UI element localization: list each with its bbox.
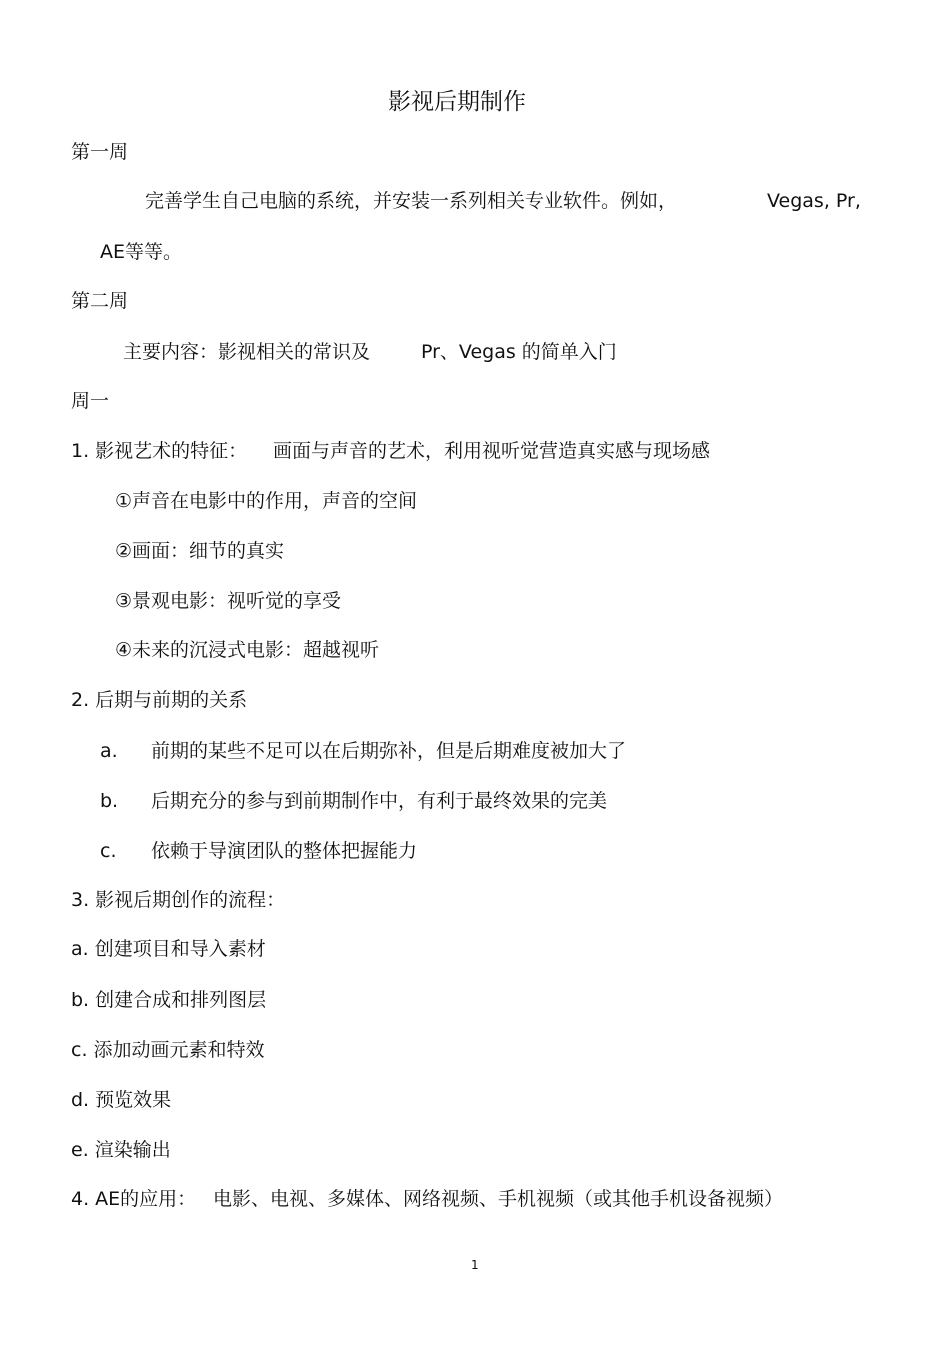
week2-heading: 第二周 bbox=[71, 290, 129, 312]
week1-paragraph-software: Vegas, Pr, bbox=[767, 190, 861, 212]
day-heading: 周一 bbox=[71, 390, 110, 412]
list-marker: a. bbox=[100, 740, 118, 762]
list-item: c. 添加动画元素和特效 bbox=[71, 1039, 265, 1061]
list-item: 前期的某些不足可以在后期弥补，但是后期难度被加大了 bbox=[151, 740, 627, 762]
list-item: 后期充分的参与到前期制作中，有利于最终效果的完美 bbox=[151, 790, 608, 812]
week2-main-content: 主要内容：影视相关的常识及 bbox=[123, 341, 371, 363]
page-number: 1 bbox=[471, 1258, 479, 1272]
section2-heading: 2. 后期与前期的关系 bbox=[71, 689, 248, 711]
section4-heading-desc: 电影、电视、多媒体、网络视频、手机视频（或其他手机设备视频） bbox=[213, 1188, 784, 1210]
week1-paragraph-line2: AE等等。 bbox=[100, 241, 183, 263]
document-title: 影视后期制作 bbox=[388, 89, 526, 115]
list-item: 依赖于导演团队的整体把握能力 bbox=[151, 840, 418, 862]
list-item: ③景观电影：视听觉的享受 bbox=[115, 590, 342, 612]
section1-heading: 1. 影视艺术的特征： bbox=[71, 440, 248, 462]
week1-paragraph-line1: 完善学生自己电脑的系统，并安装一系列相关专业软件。例如， bbox=[145, 190, 678, 212]
list-item: ①声音在电影中的作用，声音的空间 bbox=[115, 490, 418, 512]
list-marker: b. bbox=[100, 790, 119, 812]
week2-main-content-software: Pr、Vegas 的简单入门 bbox=[421, 341, 617, 363]
week1-heading: 第一周 bbox=[71, 141, 129, 163]
list-item: ②画面：细节的真实 bbox=[115, 540, 285, 562]
list-item: d. 预览效果 bbox=[71, 1089, 172, 1111]
section3-heading: 3. 影视后期创作的流程： bbox=[71, 889, 286, 911]
list-item: ④未来的沉浸式电影：超越视听 bbox=[115, 639, 380, 661]
list-item: a. 创建项目和导入素材 bbox=[71, 938, 266, 960]
list-item: b. 创建合成和排列图层 bbox=[71, 989, 267, 1011]
list-marker: c. bbox=[100, 840, 117, 862]
section4-heading: 4. AE的应用： bbox=[71, 1188, 197, 1210]
list-item: e. 渲染输出 bbox=[71, 1139, 171, 1161]
section1-heading-desc: 画面与声音的艺术，利用视听觉营造真实感与现场感 bbox=[273, 440, 711, 462]
